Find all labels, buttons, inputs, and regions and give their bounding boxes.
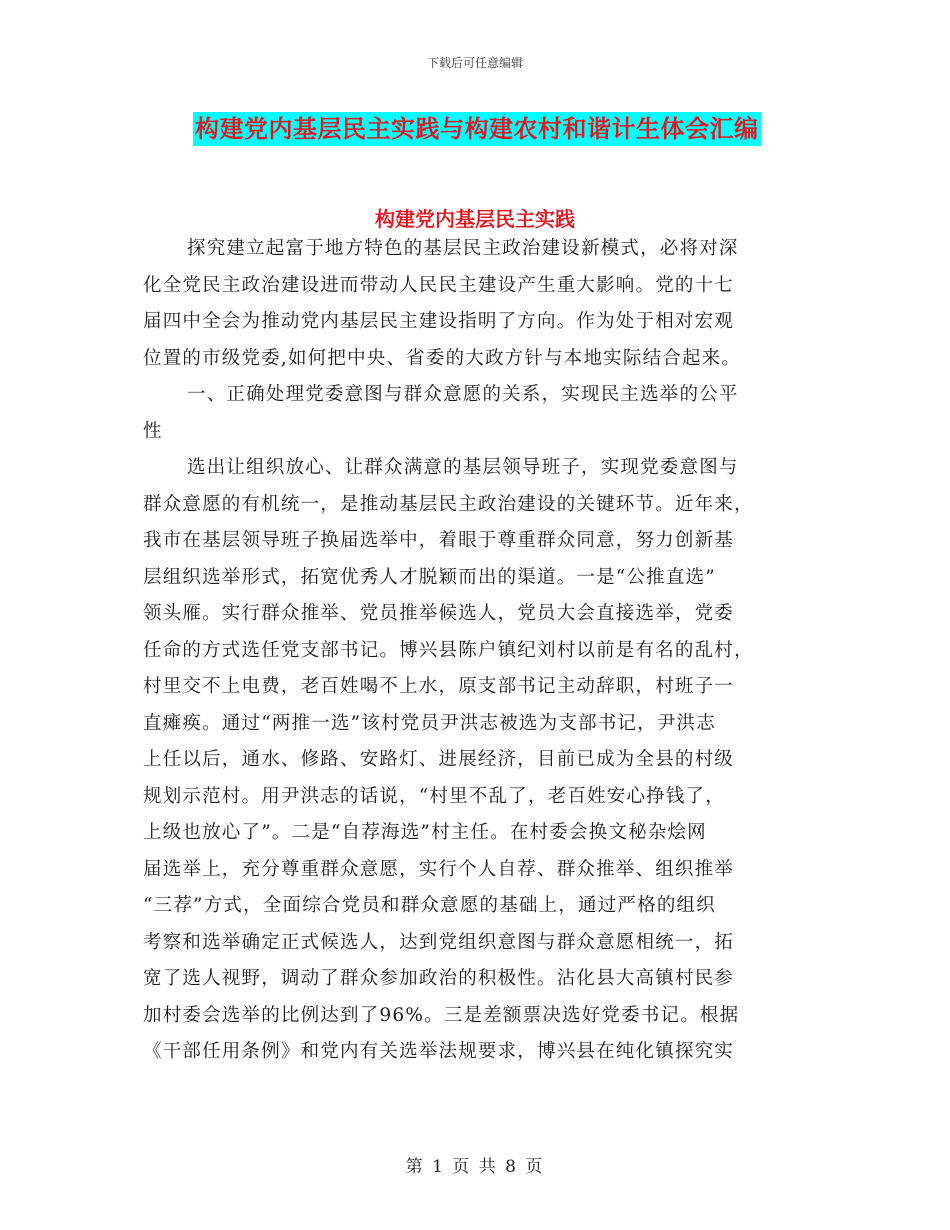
body-line: 村里交不上电费，老百姓喝不上水，原支部书记主动辞职，村班子一: [143, 676, 735, 697]
document-title: 构建党内基层民主实践与构建农村和谐计生体会汇编: [193, 112, 761, 146]
body-line: 届四中全会为推动党内基层民主建设指明了方向。作为处于相对宏观: [143, 311, 735, 332]
body-line: 届选举上，充分尊重群众意愿，实行个人自荐、群众推举、组织推举: [143, 858, 735, 880]
body-line: 加村委会选举的比例达到了96%。三是差额票决选好党委书记。根据: [143, 1004, 740, 1026]
body-line: 宽了选人视野，调动了群众参加政治的积极性。沾化县大高镇村民参: [143, 968, 735, 989]
body-line: 规划示范村。用尹洪志的话说，“村里不乱了，老百姓安心挣钱了，: [143, 785, 725, 807]
body-line: “三荐”方式，全面综合党员和群众意愿的基础上，通过严格的组织: [143, 895, 716, 916]
body-line: 任命的方式选任党支部书记。博兴县陈户镇纪刘村以前是有名的乱村，: [143, 639, 754, 661]
section-title: 构建党内基层民主实践: [375, 207, 575, 231]
section-heading-line: 性: [143, 420, 163, 442]
section-heading-line: 一、正确处理党委意图与群众意愿的关系，实现民主选举的公平: [187, 384, 739, 405]
body-line: 位置的市级党委,如何把中央、省委的大政方针与本地实际结合起来。: [143, 347, 742, 369]
header-note: 下载后可任意编辑: [426, 56, 523, 70]
body-line: 上级也放心了”。二是“自荐海选”村主任。在村委会换文秘杂烩网: [143, 822, 707, 843]
body-line: 选出让组织放心、让群众满意的基层领导班子，实现党委意图与: [187, 457, 739, 478]
page-number-label: 第 1 页 共 8 页: [405, 1157, 545, 1177]
body-line: 层组织选举形式，拓宽优秀人才脱颖而出的渠道。一是“公推直选”: [143, 566, 716, 588]
body-line: 考察和选举确定正式候选人，达到党组织意图与群众意愿相统一，拓: [143, 931, 735, 953]
body-line: 《干部任用条例》和党内有关选举法规要求，博兴县在纯化镇探究实: [143, 1041, 735, 1062]
page-footer: [0, 1152, 950, 1177]
body-text: [143, 220, 813, 1071]
body-line: 直瘫痪。通过“两推一选”该村党员尹洪志被选为支部书记，尹洪志: [143, 712, 716, 734]
body-line: 群众意愿的有机统一，是推动基层民主政治建设的关键环节。近年来，: [143, 493, 754, 515]
body-line: 领头雁。实行群众推举、党员推举候选人，党员大会直接选举，党委: [143, 603, 735, 624]
body-line: 上任以后，通水、修路、安路灯、进展经济，目前已成为全县的村级: [143, 749, 735, 770]
body-line: 探究建立起富于地方特色的基层民主政治建设新模式，必将对深: [187, 238, 739, 259]
body-line: 化全党民主政治建设进而带动人民民主建设产生重大影响。党的十七: [143, 274, 735, 296]
body-line: 我市在基层领导班子换届选举中，着眼于尊重群众同意，努力创新基: [143, 530, 735, 551]
